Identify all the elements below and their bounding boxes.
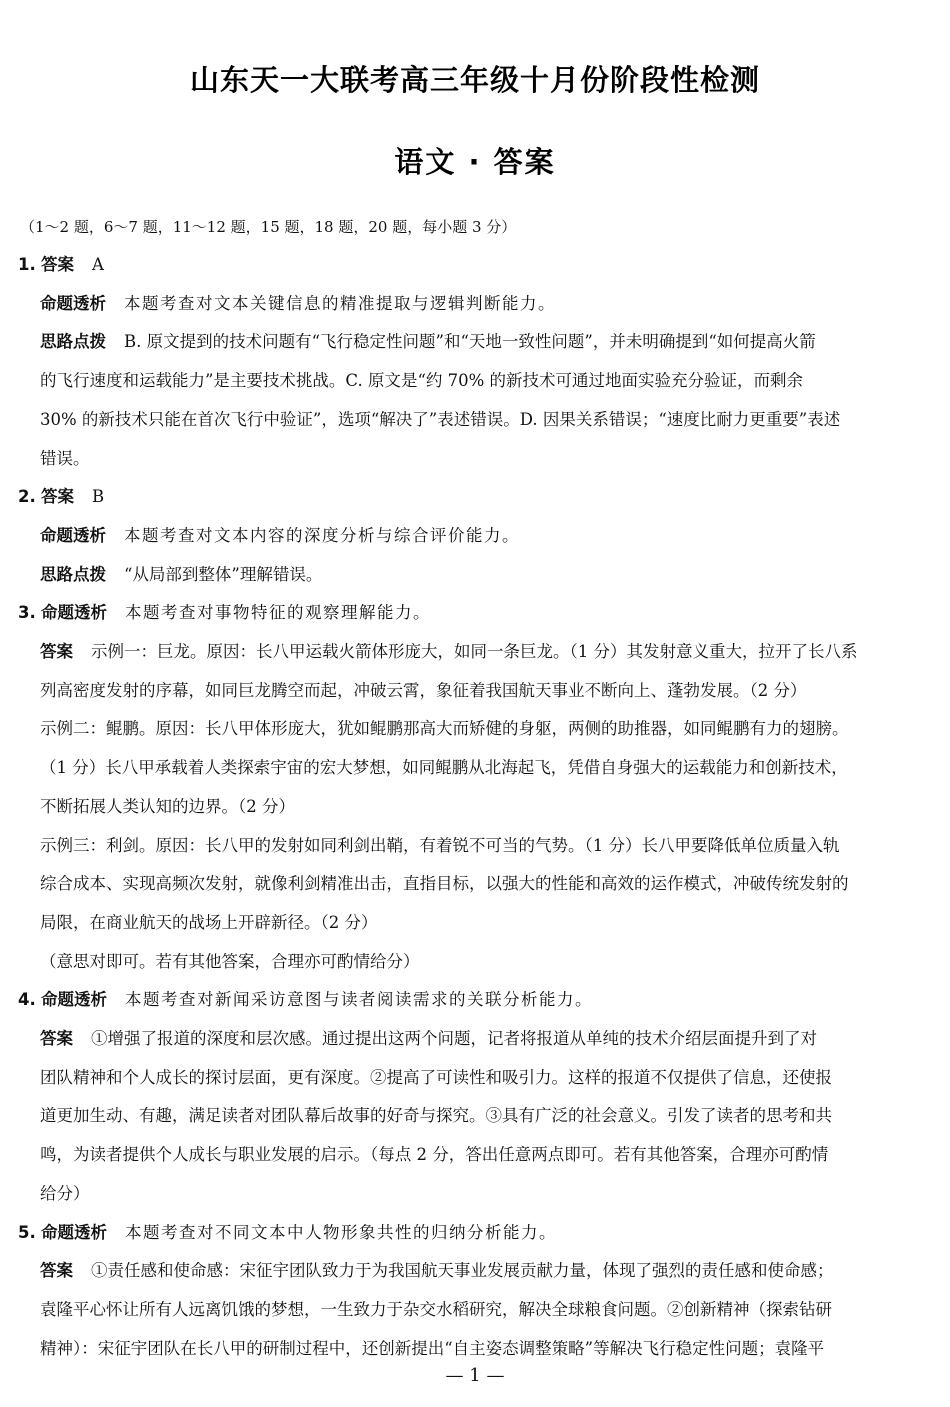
q3-answer-text: 示例一：巨龙。原因：长八甲运载火箭体形庞大，如同一条巨龙。（1 分）其发射意义重大，拉开了长八系 — [91, 642, 858, 662]
answer-label: 答案 — [41, 255, 74, 274]
question-number: 2. — [18, 487, 36, 507]
q5-answer-line: 精神）：宋征宇团队在长八甲的研制过程中，还创新提出“自主姿态调整策略”等解决飞行稳定性问题；袁隆平 — [40, 1338, 825, 1358]
q2-hint-line — [18, 556, 930, 595]
q1-answer-value: A — [92, 255, 104, 274]
q3-answer-line: 综合成本、实现高频次发射，就像利剑精准出击，直指目标，以强大的性能和高效的运作模式，冲破传统发射的 — [40, 874, 849, 894]
q1-hint-line: 30% 的新技术只能在首次飞行中验证”，选项“解决了”表述错误。D. 因果关系错误；“速度比耐力更重要”表述 — [40, 409, 841, 429]
q5-answer-line — [18, 1252, 930, 1291]
insight-label: 命题透析 — [41, 990, 107, 1010]
insight-label: 命题透析 — [40, 293, 106, 313]
q1-insight-text: 本题考查对文本关键信息的精准提取与逻辑判断能力。 — [124, 293, 556, 313]
q4-answer-line: 鸣，为读者提供个人成长与职业发展的启示。（每点 2 分，答出任意两点即可。若有其他答案，合理亦可酌情 — [40, 1145, 829, 1165]
hint-label: 思路点拨 — [40, 332, 106, 352]
page-number: — 1 — — [445, 1365, 505, 1386]
insight-label: 命题透析 — [41, 603, 107, 623]
q3-answer-line: 不断拓展人类认知的边界。（2 分） — [40, 796, 295, 816]
q3-answer-line: （1 分）长八甲承载着人类探索宇宙的宏大梦想，如同鲲鹏从北海起飞，凭借自身强大的运载能力和创新技术， — [40, 758, 848, 778]
q1-hint-line: 错误。 — [40, 448, 90, 468]
q1-hint-line — [18, 323, 930, 362]
question-number: 5. — [18, 1222, 36, 1242]
q3-answer-line: 示例二：鲲鹏。原因：长八甲体形庞大，犹如鲲鹏那高大而矫健的身躯，两侧的助推器，如同鲲鹏有力的翅膀。 — [40, 719, 849, 739]
answer-content — [18, 246, 930, 1368]
q2-answer-value: B — [92, 487, 105, 507]
question-number: 3. — [18, 603, 36, 623]
q3-answer-line: 局限，在商业航天的战场上开辟新径。（2 分） — [40, 912, 378, 932]
exam-title: 山东天一大联考高三年级十月份阶段性检测 — [189, 63, 760, 97]
answer-label: 答案 — [41, 487, 74, 507]
hint-label: 思路点拨 — [40, 564, 106, 584]
q4-answer-line: 给分） — [40, 1183, 90, 1203]
q3-answer-line: 示例三：利剑。原因：长八甲的发射如同利剑出鞘，有着锐不可当的气势。（1 分）长八甲要降低单位质量入轨 — [40, 835, 840, 855]
q2-insight-text: 本题考查对文本内容的深度分析与综合评价能力。 — [124, 525, 520, 545]
exam-subtitle: 语文 · 答案 — [394, 145, 556, 179]
q2-answer-line — [18, 478, 930, 517]
q3-answer-line: 列高密度发射的序幕，如同巨龙腾空而起，冲破云霄，象征着我国航天事业不断向上、蓬勃发展。（2 分） — [40, 680, 807, 700]
insight-label: 命题透析 — [40, 525, 106, 545]
q2-hint-text: “从局部到整体”理解错误。 — [124, 564, 323, 584]
q1-answer-line — [18, 246, 930, 285]
answer-label: 答案 — [40, 1029, 73, 1049]
q5-answer-text: ①责任感和使命感：宋征宇团队致力于为我国航天事业发展贡献力量，体现了强烈的责任感和使命感； — [91, 1261, 834, 1281]
scoring-note: （1～2 题，6～7 题，11～12 题，15 题，18 题，20 题，每小题 3 分） — [20, 218, 517, 236]
answer-label: 答案 — [40, 642, 73, 662]
q1-insight-line — [18, 285, 930, 324]
q4-answer-text: ①增强了报道的深度和层次感。通过提出这两个问题，记者将报道从单纯的技术介绍层面提升到了对 — [91, 1029, 817, 1049]
question-number: 4. — [18, 990, 36, 1010]
q3-answer-line — [18, 633, 930, 672]
question-number: 1. — [18, 255, 36, 274]
q3-insight-line — [18, 594, 930, 633]
q4-insight-text: 本题考查对新闻采访意图与读者阅读需求的关联分析能力。 — [125, 990, 593, 1010]
q5-insight-text: 本题考查对不同文本中人物形象共性的归纳分析能力。 — [125, 1222, 557, 1242]
q1-hint-line: 的飞行速度和运载能力”是主要技术挑战。C. 原文是“约 70% 的新技术可通过地面实验充分验证，而剩余 — [40, 371, 804, 391]
q4-insight-line — [18, 981, 930, 1020]
q4-answer-line: 团队精神和个人成长的探讨层面，更有深度。②提高了可读性和吸引力。这样的报道不仅提供了信息，还使报 — [40, 1067, 832, 1087]
q5-insight-line — [18, 1214, 930, 1253]
q4-answer-line: 道更加生动、有趣，满足读者对团队幕后故事的好奇与探究。③具有广泛的社会意义。引发了读者的思考和共 — [40, 1106, 832, 1126]
q3-answer-line: （意思对即可。若有其他答案，合理亦可酌情给分） — [40, 951, 420, 971]
insight-label: 命题透析 — [41, 1222, 107, 1242]
q4-answer-line — [18, 1020, 930, 1059]
q5-answer-line: 袁隆平心怀让所有人远离饥饿的梦想，一生致力于杂交水稻研究，解决全球粮食问题。②创新精神（探索钻研 — [40, 1299, 832, 1319]
q2-insight-line — [18, 517, 930, 556]
answer-label: 答案 — [40, 1261, 73, 1281]
q1-hint-text: B. 原文提到的技术问题有“飞行稳定性问题”和“天地一致性问题”，并未明确提到“如何提高火箭 — [124, 332, 816, 352]
q3-insight-text: 本题考查对事物特征的观察理解能力。 — [125, 603, 431, 623]
